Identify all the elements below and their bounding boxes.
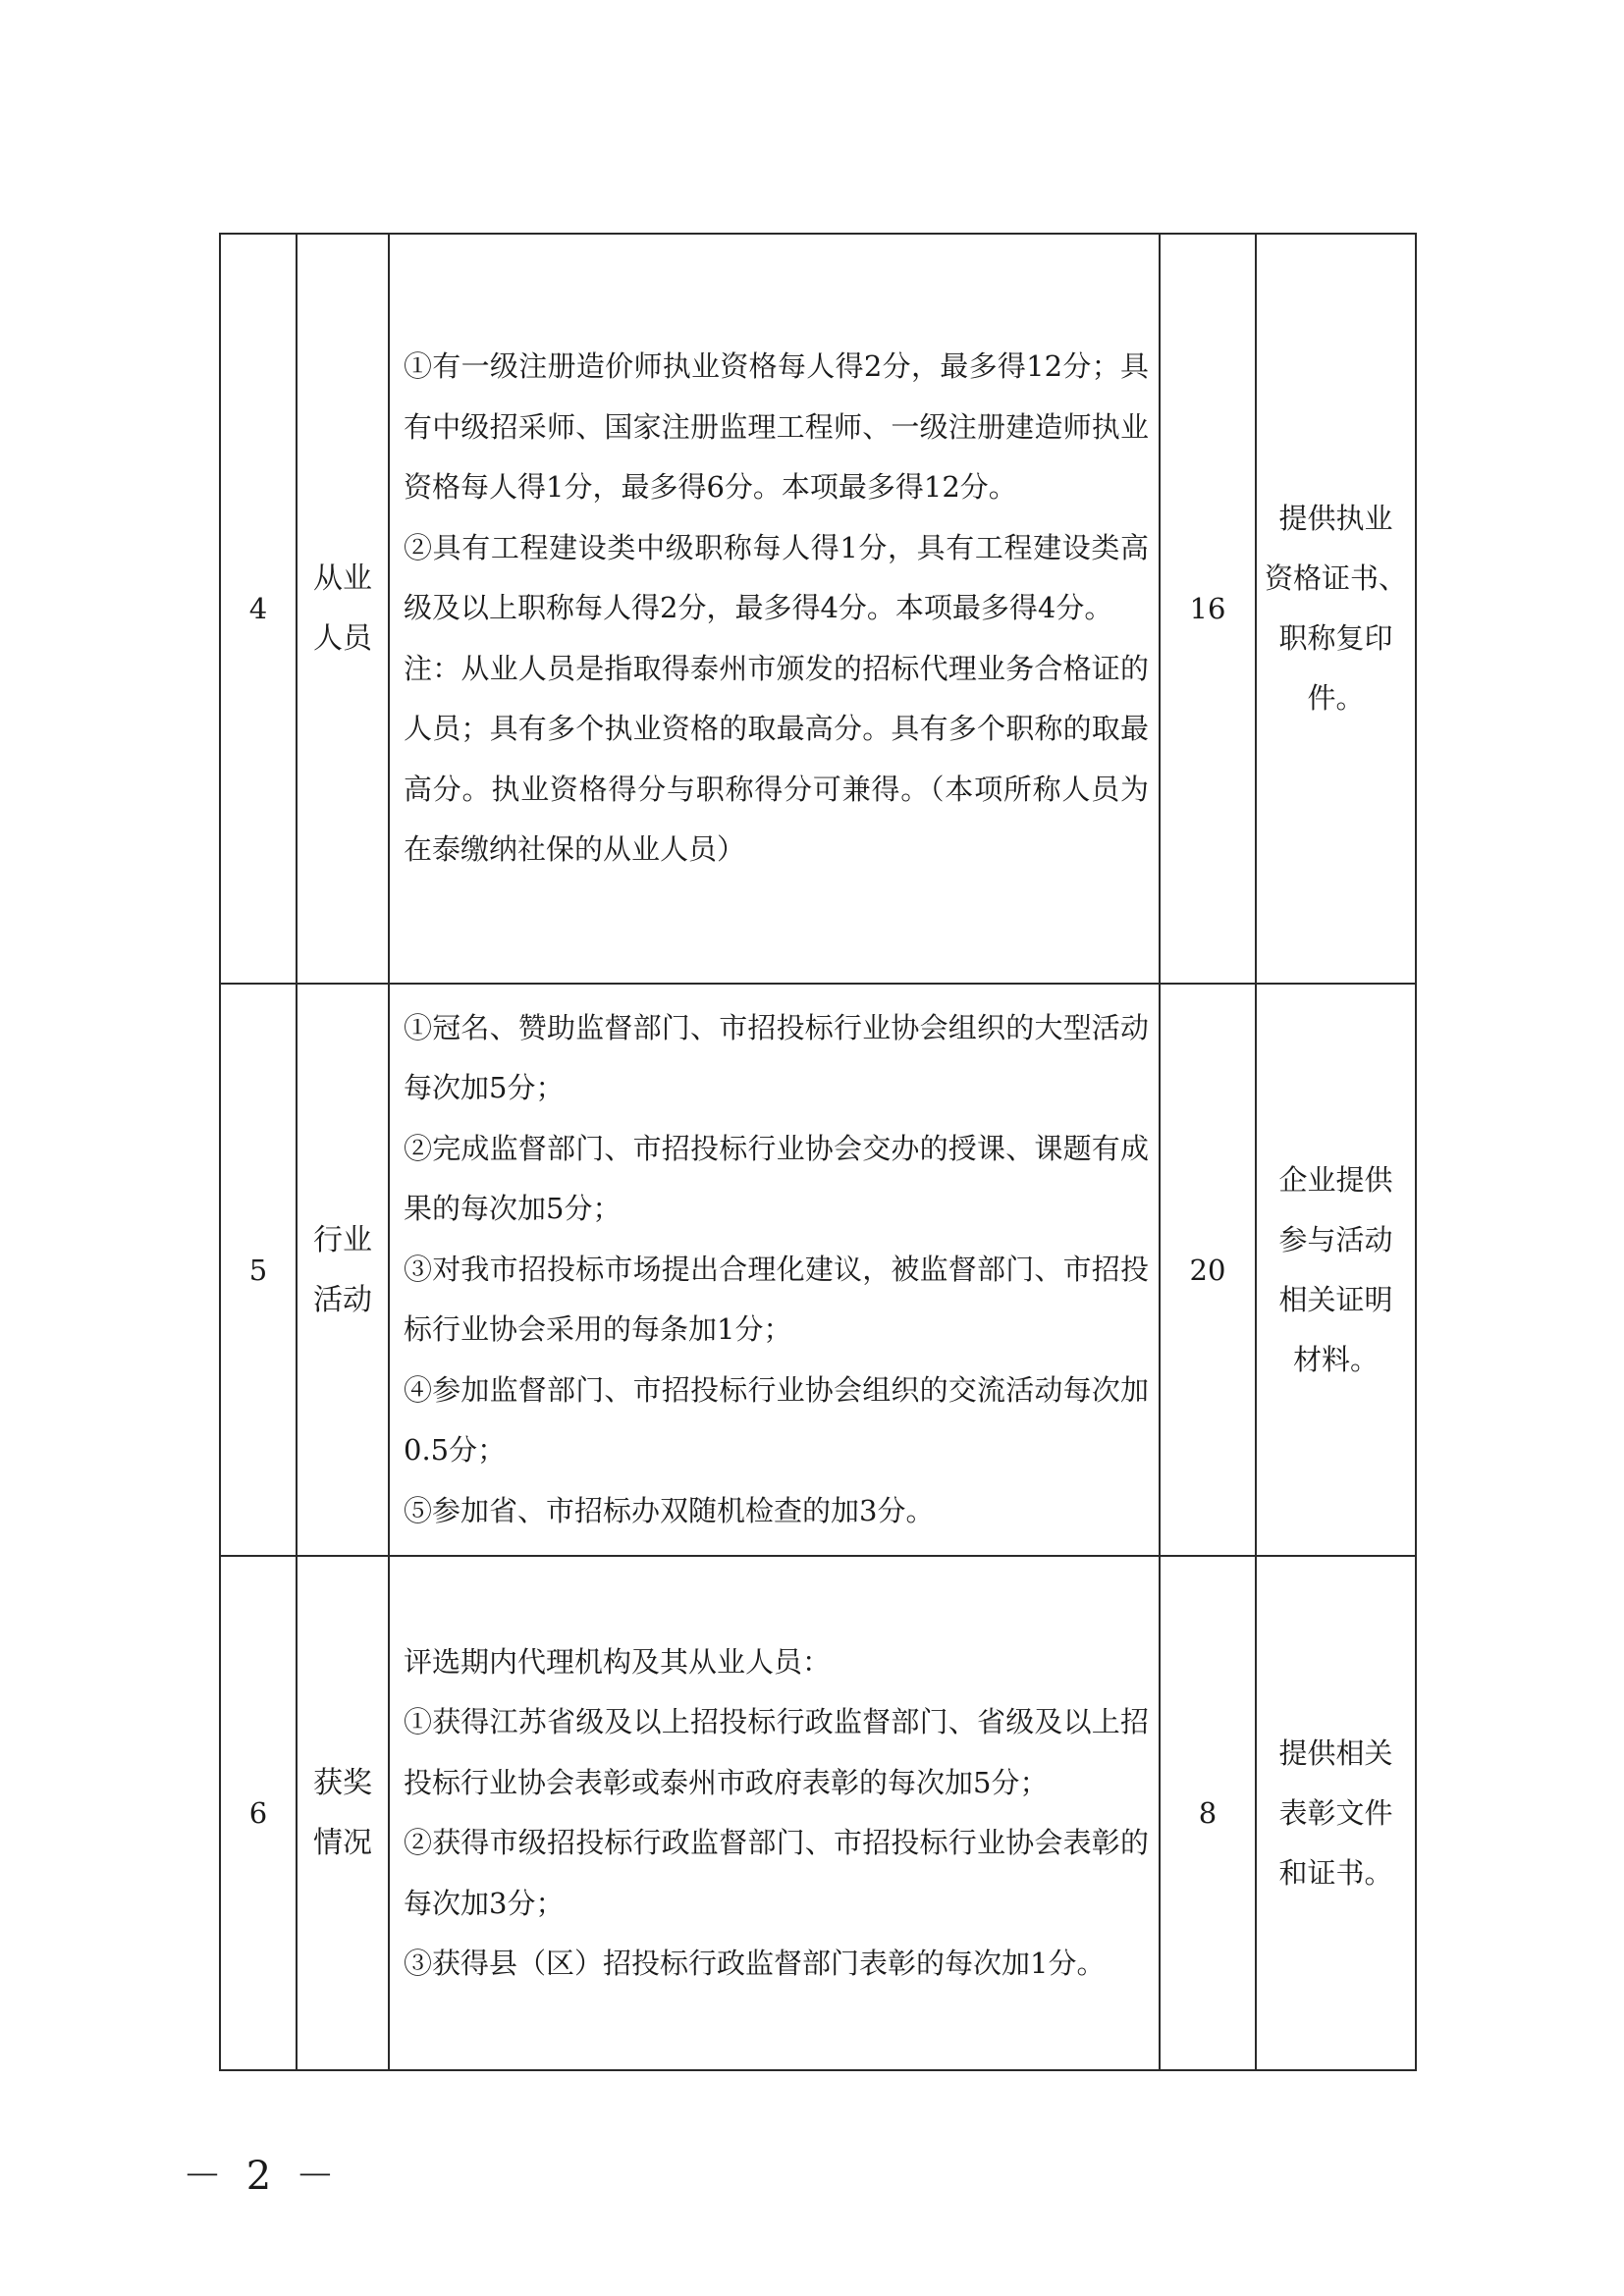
description-paragraph: ①有一级注册造价师执业资格每人得2分，最多得12分；具有中级招采师、国家注册监理工程师、一级注册建造师执业资格每人得1分，最多得6分。本项最多得12分。 — [404, 349, 1149, 505]
materials-line: 和证书。 — [1278, 1855, 1393, 1890]
materials-line: 表彰文件 — [1278, 1795, 1393, 1830]
scoring-description — [389, 1556, 1160, 2070]
materials-line: 材料。 — [1292, 1342, 1379, 1376]
materials-line: 提供相关 — [1278, 1735, 1393, 1770]
table-row — [220, 1556, 1416, 2070]
item-name-line: 从业 — [313, 561, 372, 596]
materials-line: 企业提供 — [1278, 1162, 1393, 1197]
item-name — [297, 234, 389, 984]
materials-line: 相关证明 — [1278, 1282, 1393, 1316]
description-paragraph: ④参加监督部门、市招投标行业协会组织的交流活动每次加0.5分； — [404, 1372, 1149, 1468]
item-name-line: 获奖 — [313, 1766, 372, 1800]
required-materials — [1256, 234, 1416, 984]
materials-line: 职称复印 — [1278, 621, 1393, 655]
scoring-criteria-table — [219, 233, 1417, 2071]
materials-line: 资格证书、 — [1264, 561, 1407, 595]
table-row — [220, 984, 1416, 1556]
score-value: 8 — [1160, 1556, 1256, 2070]
description-paragraph: 注：从业人员是指取得泰州市颁发的招标代理业务合格证的人员；具有多个执业资格的取最高分。具有多个职称的取最高分。执业资格得分与职称得分可兼得。（本项所称人员为在泰缴纳社保的从业人员） — [404, 651, 1149, 867]
scoring-description — [389, 984, 1160, 1556]
description-paragraph: ③获得县（区）招投标行政监督部门表彰的每次加1分。 — [404, 1947, 1106, 1980]
page-number: － 2 － — [183, 2154, 341, 2199]
description-paragraph: ①获得江苏省级及以上招投标行政监督部门、省级及以上招投标行业协会表彰或泰州市政府表彰的每次加5分； — [404, 1705, 1149, 1799]
item-name-line: 人员 — [313, 621, 372, 656]
score-value: 20 — [1160, 984, 1256, 1556]
score-value: 16 — [1160, 234, 1256, 984]
row-number: 5 — [220, 984, 297, 1556]
scoring-description — [389, 234, 1160, 984]
description-paragraph: ②完成监督部门、市招投标行业协会交办的授课、课题有成果的每次加5分； — [404, 1131, 1149, 1226]
required-materials — [1256, 1556, 1416, 2070]
description-paragraph: ⑤参加省、市招标办双随机检查的加3分。 — [404, 1493, 935, 1527]
item-name-line: 活动 — [313, 1282, 372, 1317]
description-paragraph: ②获得市级招投标行政监督部门、市招投标行业协会表彰的每次加3分； — [404, 1826, 1149, 1920]
description-paragraph: ③对我市招投标市场提出合理化建议，被监督部门、市招投标行业协会采用的每条加1分； — [404, 1252, 1149, 1347]
item-name-line: 情况 — [313, 1826, 372, 1860]
table-row — [220, 234, 1416, 984]
materials-line: 提供执业 — [1278, 502, 1393, 535]
description-paragraph: 评选期内代理机构及其从业人员： — [404, 1644, 832, 1679]
item-name — [297, 984, 389, 1556]
materials-line: 件。 — [1307, 681, 1365, 715]
description-paragraph: ②具有工程建设类中级职称每人得1分，具有工程建设类高级及以上职称每人得2分，最多得4分。本项最多得4分。 — [404, 530, 1149, 625]
item-name — [297, 1556, 389, 2070]
required-materials — [1256, 984, 1416, 1556]
item-name-line: 行业 — [313, 1222, 372, 1257]
row-number: 6 — [220, 1556, 297, 2070]
description-paragraph: ①冠名、赞助监督部门、市招投标行业协会组织的大型活动每次加5分； — [404, 1010, 1149, 1105]
row-number: 4 — [220, 234, 297, 984]
materials-line: 参与活动 — [1278, 1222, 1393, 1256]
